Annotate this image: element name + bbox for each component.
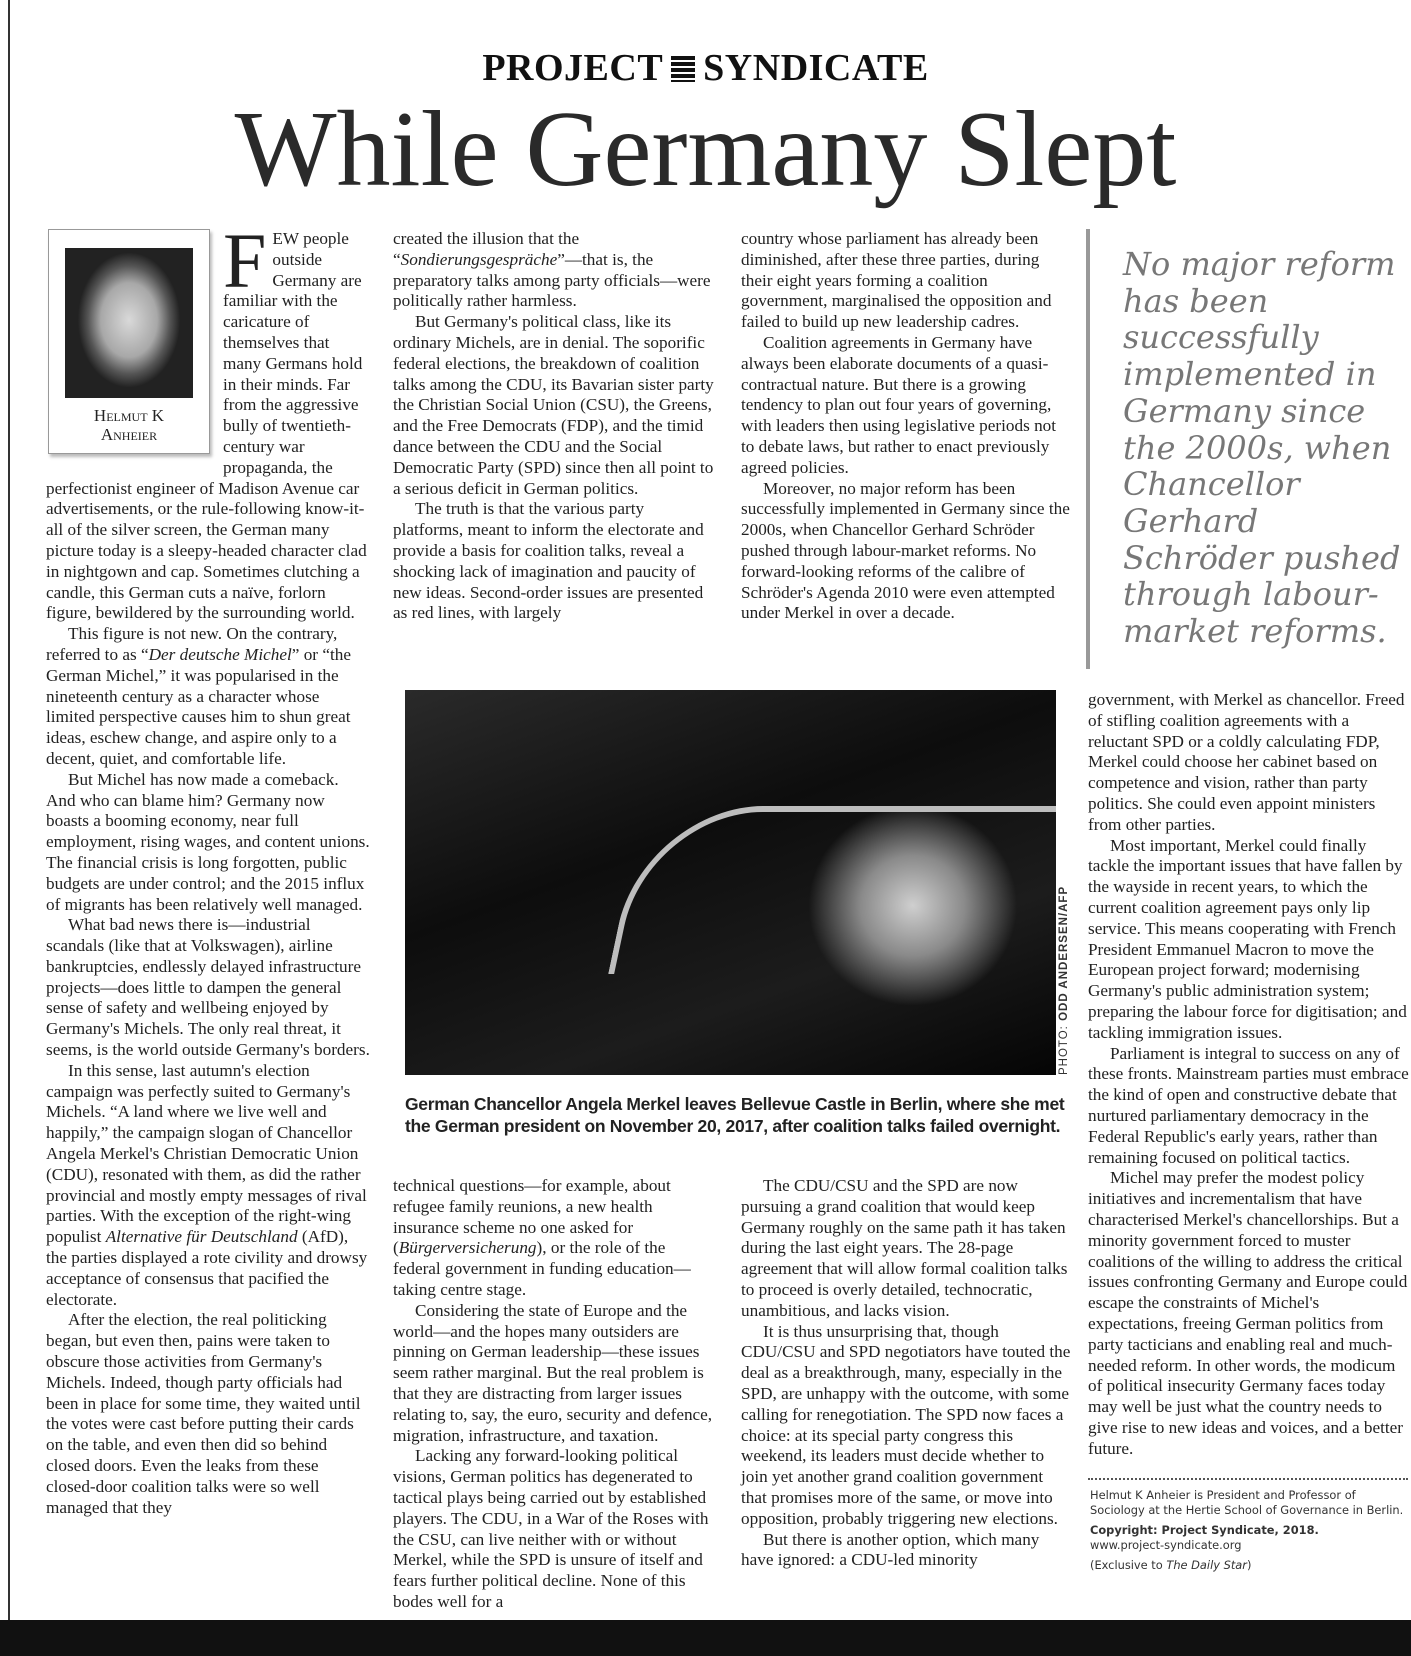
bio-exclusive <box>1090 1558 1408 1573</box>
masthead <box>0 46 1411 90</box>
col3-top <box>741 229 1071 624</box>
headline: While Germany Slept <box>234 90 1177 209</box>
col2-p1b: ”—that is, the preparatory talks among party officials—were politically rather harmless. <box>393 249 711 311</box>
col1-paragraph-6: After the election, the real politicking began, but even then, pains were taken to obscure those activities from Germany's Michels. Indeed, though party officials had been in place for some time, they waited until the votes were cast before putting their cards on the table, and even then did so behind closed doors. Even the leaks from these closed-door coalition talks were so well managed that they <box>46 1310 361 1517</box>
masthead-logo-icon <box>671 56 695 82</box>
col3b-paragraph-3: But there is another option, which many have ignored: a CDU-led minority <box>741 1529 1040 1570</box>
col1-paragraph-3: But Michel has now made a comeback. And who can blame him? Germany now boasts a booming economy, near full employment, rising wages, and content unions. The financial crisis is long forgotten, public budgets are under control; and the 2015 influx of migrants has been relatively well managed. <box>46 769 370 914</box>
col1-p2-italic: Der deutsche Michel <box>148 644 292 664</box>
col1-p2a: This figure is not new. On the contrary, referred to as “ <box>46 624 338 664</box>
col2b-p1b: ), or the role of the federal government in funding education—taking centre stage. <box>393 1238 691 1299</box>
col2-paragraph-3: The truth is that the various party platforms, meant to inform the electorate and provide a basis for coalition talks, reveal a shocking lack of imagination and paucity of new ideas. Second-order issues are presented as red lines, with largely <box>393 499 704 623</box>
masthead-left: PROJECT <box>482 47 664 89</box>
author-bio <box>1090 1488 1408 1579</box>
photo-caption: German Chancellor Angela Merkel leaves Bellevue Castle in Berlin, where she met the German president on November 20, 2017, after coalition talks failed overnight. <box>405 1094 1065 1136</box>
merkel-car-photo <box>405 690 1056 1075</box>
col1 <box>46 217 370 1518</box>
col4 <box>1088 690 1410 1459</box>
col2-paragraph-1 <box>393 229 717 312</box>
photo-credit-name: ODD ANDERSEN/AFP <box>1058 885 1070 1021</box>
bio-site-link[interactable]: www.project-syndicate.org <box>1090 1537 1242 1552</box>
col1-p5a: In this sense, last autumn's election campaign was perfectly suited to Germany's Michels. “A land where we live well and happily,” the campaign slogan of Chancellor Angela Merkel's Christian Democratic Union (CDU), resonated with them, as did the rather provincial and mostly empty messages of rival parties. With the exception of the right-wing populist <box>46 1060 367 1247</box>
col3-paragraph-1: country whose parliament has already been diminished, after these three parties, during their eight years forming a coalition government, marginalised the opposition and failed to build up new leadership cadres. <box>741 229 1052 332</box>
photo-credit <box>1058 690 1074 1075</box>
col4-paragraph-1: government, with Merkel as chancellor. Freed of stifling coalition agreements with a reluctant SPD or a coldly calculating FDP, Merkel could choose her cabinet based on competence and vision, rather than party politics. She could even appoint ministers from other parties. <box>1088 690 1405 834</box>
col2-top <box>393 229 717 624</box>
col2b-paragraph-1 <box>393 1176 717 1301</box>
masthead-right: SYNDICATE <box>703 47 929 89</box>
col2-bottom <box>393 1176 717 1613</box>
col4-paragraph-4: Michel may prefer the modest policy initiatives and incrementalism that have characterised Merkel's chancellorships. But a minority government forced to muster coalitions of the willing to address the critical issues confronting Germany and Europe could escape the constraints of Michel's expectations, freeing German politics from party tacticians and enabling real and much-needed reform. In other words, the modicum of political insecurity Germany faces today may well be just what the country needs to give rise to new ideas and voices, and a better future. <box>1088 1168 1408 1458</box>
col4-paragraph-2: Most important, Merkel could finally tackle the important issues that have fallen by the wayside in recent years, to which the current coalition agreement pays only lip service. This means cooperating with French President Emmanuel Macron to move the European project forward; modernising Germany's public administration system; preparing the labour force for digitisation; and tackling immigration issues. <box>1088 835 1407 1042</box>
pull-quote-bar <box>1086 229 1090 669</box>
left-border-rule <box>8 0 10 1620</box>
bio-exclusive-a: (Exclusive to <box>1090 1558 1167 1572</box>
col2-p1-italic: Sondierungsgespräche <box>400 249 558 269</box>
col2-paragraph-2: But Germany's political class, like its ordinary Michels, are in denial. The soporific federal elections, the breakdown of coalition talks among the CDU, its Bavarian sister party the Christian Social Union (CSU), the Greens, and the Free Democrats (FDP), and the timid dance between the CDU and the Social Democratic Party (SPD) since then all point to a serious deficit in German politics. <box>393 312 714 498</box>
bio-exclusive-b: ) <box>1246 1558 1252 1572</box>
author-name-line1: Helmut K <box>93 406 165 425</box>
car-window-shape <box>609 806 1056 974</box>
bottom-bar <box>0 1620 1411 1656</box>
col1-p1-text: EW people outside Germany are familiar with the caricature of themselves that many Germans hold in their minds. Far from the aggressive bully of twentieth-century war propaganda, the perfectionist engineer of Madison Avenue car advertisements, or the rule-following know-it-all of the silver screen, the German many picture today is a sleepy-headed character clad in nightgown and cap. Sometimes clutching a candle, this German cuts a naïve, forlorn figure, bewildered by the surrounding world. <box>46 229 367 623</box>
bio-copyright: Copyright: Project Syndicate, 2018. <box>1090 1523 1319 1537</box>
col4-paragraph-3: Parliament is integral to success on any of these fronts. Mainstream parties must embrace the kind of open and constructive debate that nurtured parliamentary democracy in the Federal Republic's early years, rather than remaining focused on political tactics. <box>1088 1043 1409 1167</box>
col1-paragraph-2 <box>46 624 370 770</box>
author-name-line2: Anheier <box>100 425 158 444</box>
col3b-paragraph-1: The CDU/CSU and the SPD are now pursuing a grand coalition that would keep Germany roughly on the same path it has taken during the last eight years. The 28-page agreement that will allow formal coalition talks to proceed is overly detailed, technocratic, unambitious, and lacks vision. <box>741 1176 1068 1320</box>
col1-p5-italic: Alternative für Deutschland <box>105 1227 298 1247</box>
col3-paragraph-2: Coalition agreements in Germany have always been elaborate documents of a quasi-contractual nature. But there is a growing tendency to plan out four years of governing, with leaders then using legislative periods not to debate laws, but rather to enact previously agreed policies. <box>741 332 1057 477</box>
bio-divider <box>1088 1478 1408 1480</box>
col2b-paragraph-2: Considering the state of Europe and the world—and the hopes many outsiders are pinning on German leadership—these issues seem rather marginal. But the real problem is that they are distracting from larger issues relating to, say, the euro, security and defence, migration, infrastructure, and taxation. <box>393 1300 713 1445</box>
col1-paragraph-4: What bad news there is—industrial scandals (like that at Volkswagen), airline bankruptcies, endlessly delayed infrastructure projects—does little to dampen the general sense of safety and wellbeing enjoyed by Germany's Michels. The only real threat, it seems, is the world outside Germany's borders. <box>46 915 370 1060</box>
bio-exclusive-italic: The Daily Star <box>1166 1558 1247 1572</box>
bio-text: Helmut K Anheier is President and Professor of Sociology at the Hertie School of Governance in Berlin. <box>1090 1488 1404 1517</box>
col1-p2b: ” or “the German Michel,” it was popularised in the nineteenth century as a character whose limited perspective causes him to shun great ideas, eschew change, and aspire only to a decent, quiet, and comfortable life. <box>46 644 351 768</box>
pull-quote: No major reform has been successfully implemented in Germany since the 2000s, when Chancellor Gerhard Schröder pushed through labour-market reforms. <box>1123 245 1401 651</box>
col1-dropcap: F <box>223 217 267 304</box>
col2b-paragraph-3: Lacking any forward-looking political visions, German politics has degenerated to tactical plays being carried out by established players. The CDU, in a War of the Roses with the CSU, can live neither with or without Merkel, while the SPD is unsure of itself and fears further political decline. None of this bodes well for a <box>393 1446 709 1611</box>
col1-paragraph-5 <box>46 1061 370 1311</box>
col1-float-spacer <box>46 229 223 473</box>
col1-p5b: (AfD), the parties displayed a rote civility and drowsy acceptance of consensus that pacified the electorate. <box>46 1227 368 1309</box>
col2-p1a: created the illusion that the “ <box>393 229 580 269</box>
photo-credit-label: PHOTO: <box>1058 1020 1070 1075</box>
col2b-p1-italic: Bürgerversicherung <box>398 1238 537 1258</box>
col3b-paragraph-2: It is thus unsurprising that, though CDU/CSU and SPD negotiators have touted the deal as a breakthrough, many, especially in the SPD, are unhappy with the outcome, with some calling for renegotiation. The SPD now faces a choice: at its special party congress this weekend, its leaders must decide whether to join yet another grand coalition government that promises more of the same, or move into opposition, probably triggering new elections. <box>741 1321 1071 1528</box>
col2b-p1a: technical questions—for example, about refugee family reunions, a new health insurance scheme no one asked for ( <box>393 1176 671 1258</box>
col3-paragraph-3: Moreover, no major reform has been successfully implemented in Germany since the 2000s, when Chancellor Gerhard Schröder pushed through labour-market reforms. No forward-looking reforms of the calibre of Schröder's Agenda 2010 were even attempted under Merkel in over a decade. <box>741 478 1070 623</box>
col3-bottom <box>741 1176 1071 1571</box>
